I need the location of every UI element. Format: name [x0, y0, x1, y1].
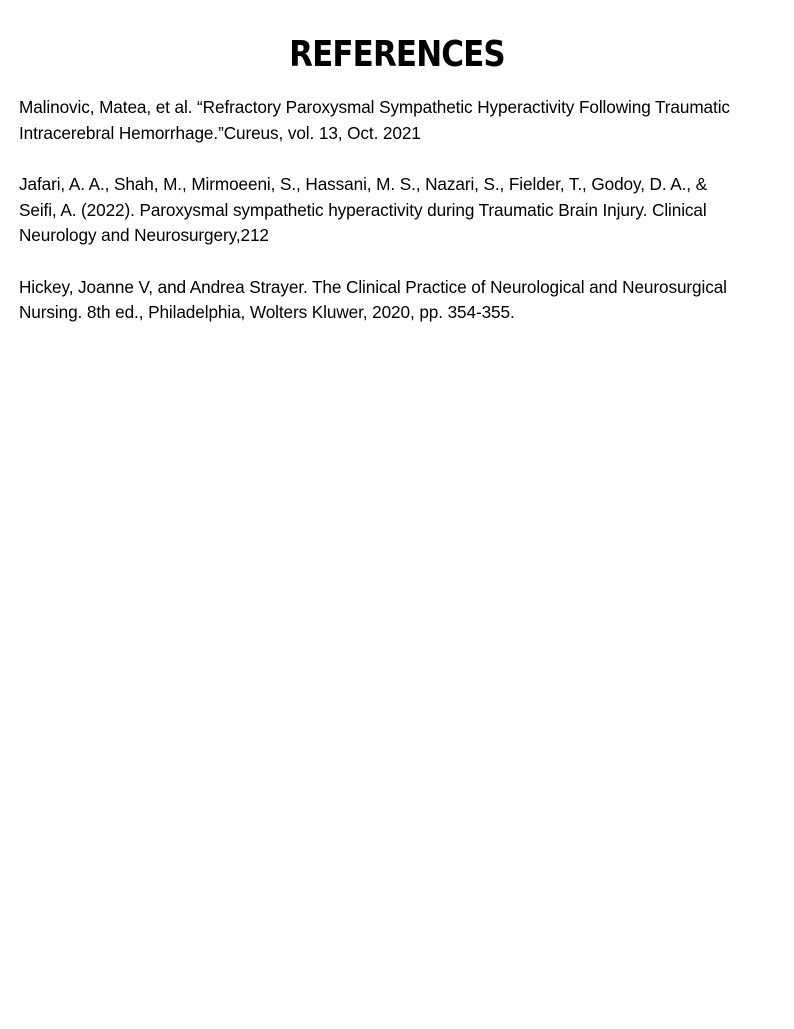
- reference-item: Hickey, Joanne V, and Andrea Strayer. The Clinical Practice of Neurological and Neurosurgical Nursing. 8th ed., Philadelphia, Wolters Kluwer, 2020, pp. 354-355.: [19, 276, 727, 322]
- reference-item: Malinovic, Matea, et al. “Refractory Paroxysmal Sympathetic Hyperactivity Following Traumatic Intracerebral Hemorrhage.”Cureus, vol. 13, Oct. 2021: [19, 97, 730, 143]
- reference-list: [19, 95, 779, 352]
- page-title: REFERENCES: [289, 34, 505, 75]
- reference-item: Jafari, A. A., Shah, M., Mirmoeeni, S., Hassani, M. S., Nazari, S., Fielder, T., Godoy, D. A., & Seifi, A. (2022). Paroxysmal sympathetic hyperactivity during Traumatic Brain Injury. Clinical Neurology and Neurosurgery,212: [19, 174, 708, 245]
